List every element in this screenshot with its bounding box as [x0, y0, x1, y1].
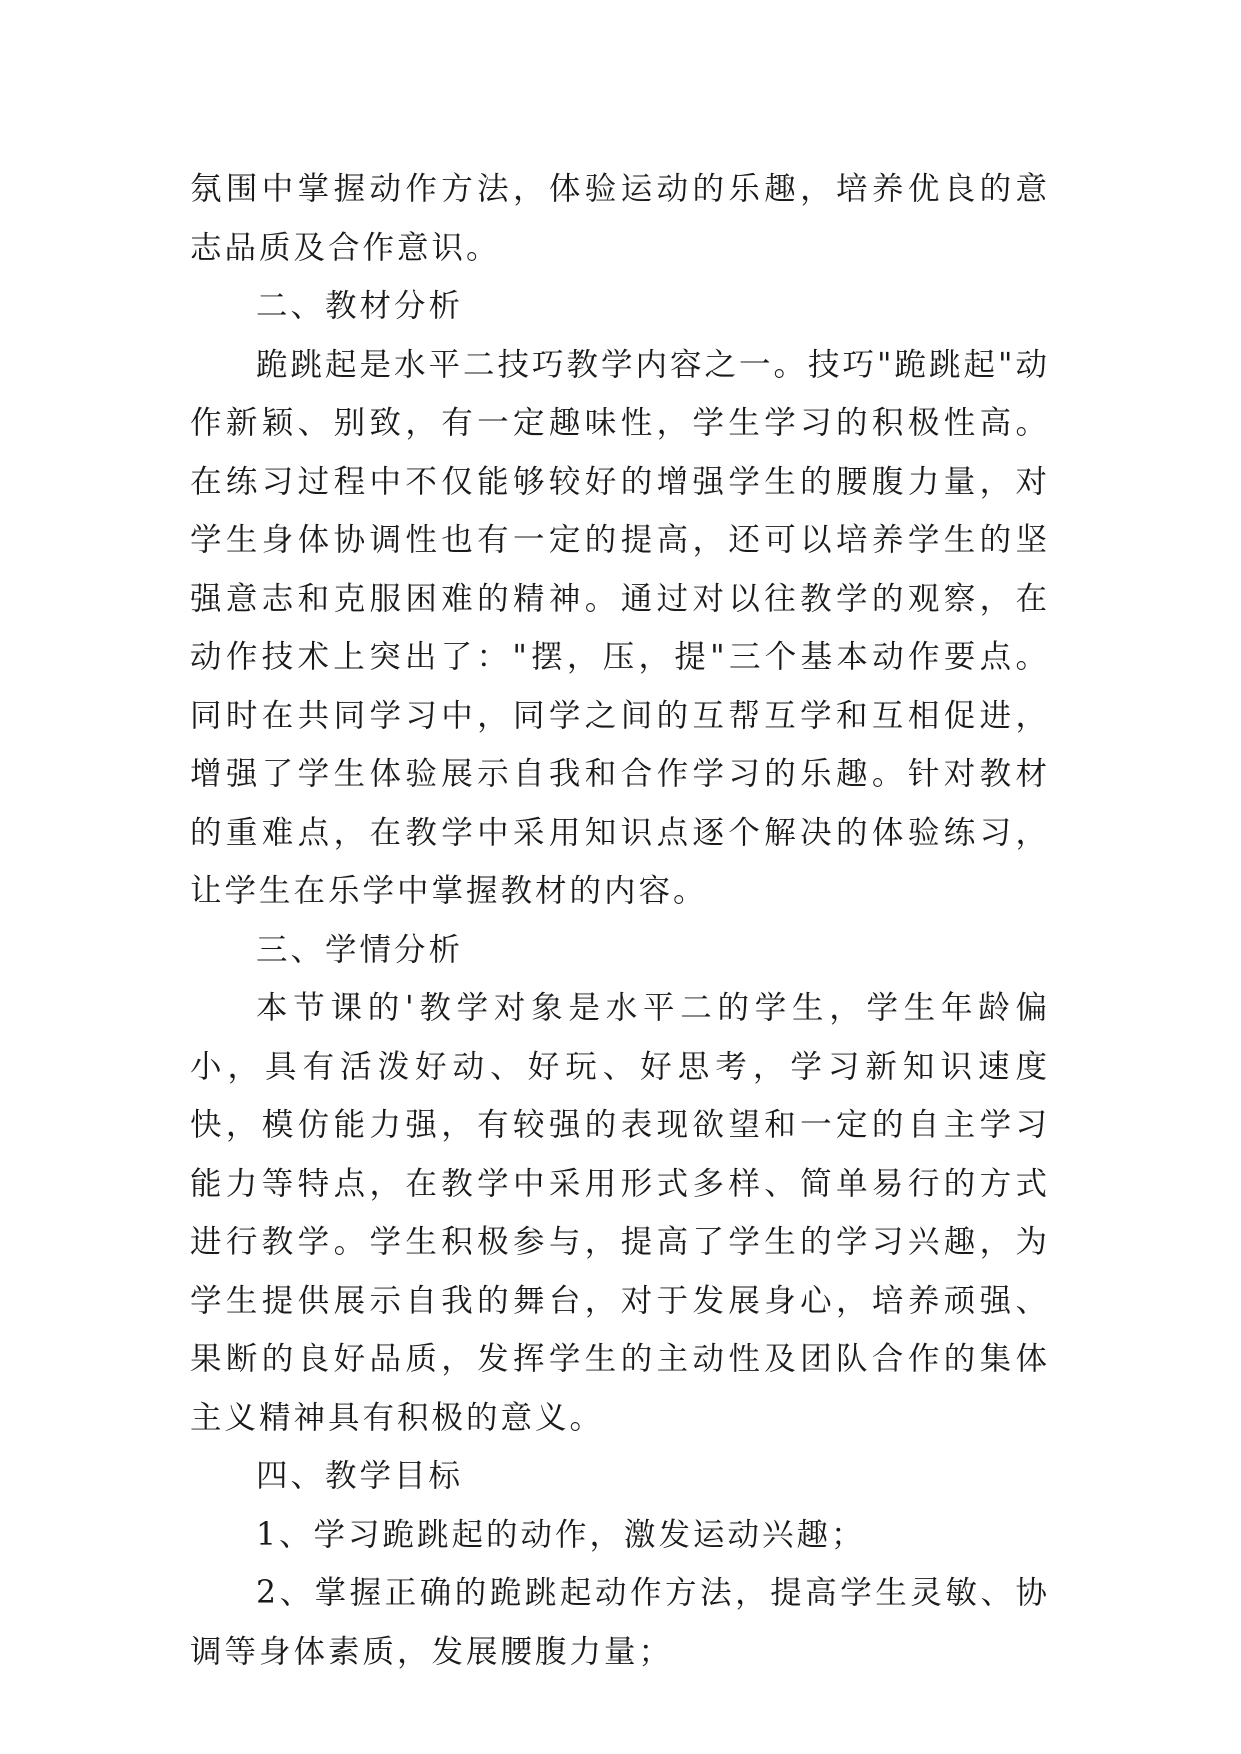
paragraph-textbook-analysis: 跪跳起是水平二技巧教学内容之一。技巧"跪跳起"动作新颖、别致，有一定趣味性，学生学习的积极性高。在练习过程中不仅能够较好的增强学生的腰腹力量，对学生身体协调性也有一定的提高，还可以培养学生的坚强意志和克服困难的精神。通过对以往教学的观察，在动作技术上突出了："摆，压，提"三个基本动作要点。同时在共同学习中，同学之间的互帮互学和互相促进，增强了学生体验展示自我和合作学习的乐趣。针对教材的重难点，在教学中采用知识点逐个解决的体验练习，让学生在乐学中掌握教材的内容。 — [190, 346, 1050, 909]
objective-item-1: 1、学习跪跳起的动作，激发运动兴趣； — [256, 1516, 866, 1553]
heading-textbook-analysis: 二、教材分析 — [256, 288, 464, 324]
objective-item-2: 2、掌握正确的跪跳起动作方法，提高学生灵敏、协调等身体素质，发展腰腹力量； — [190, 1575, 1050, 1670]
document-body — [190, 160, 1050, 1681]
heading-teaching-objectives: 四、教学目标 — [256, 1458, 464, 1494]
paragraph-student-analysis: 本节课的'教学对象是水平二的学生，学生年龄偏小，具有活泼好动、好玩、好思考，学习新知识速度快，模仿能力强，有较强的表现欲望和一定的自主学习能力等特点，在教学中采用形式多样、简单易行的方式进行教学。学生积极参与，提高了学生的学习兴趣，为学生提供展示自我的舞台，对于发展身心，培养顽强、果断的良好品质，发挥学生的主动性及团队合作的集体主义精神具有积极的意义。 — [190, 990, 1050, 1436]
paragraph-intro-continuation: 氛围中掌握动作方法，体验运动的乐趣，培养优良的意志品质及合作意识。 — [190, 171, 1050, 266]
heading-student-analysis: 三、学情分析 — [256, 931, 464, 968]
